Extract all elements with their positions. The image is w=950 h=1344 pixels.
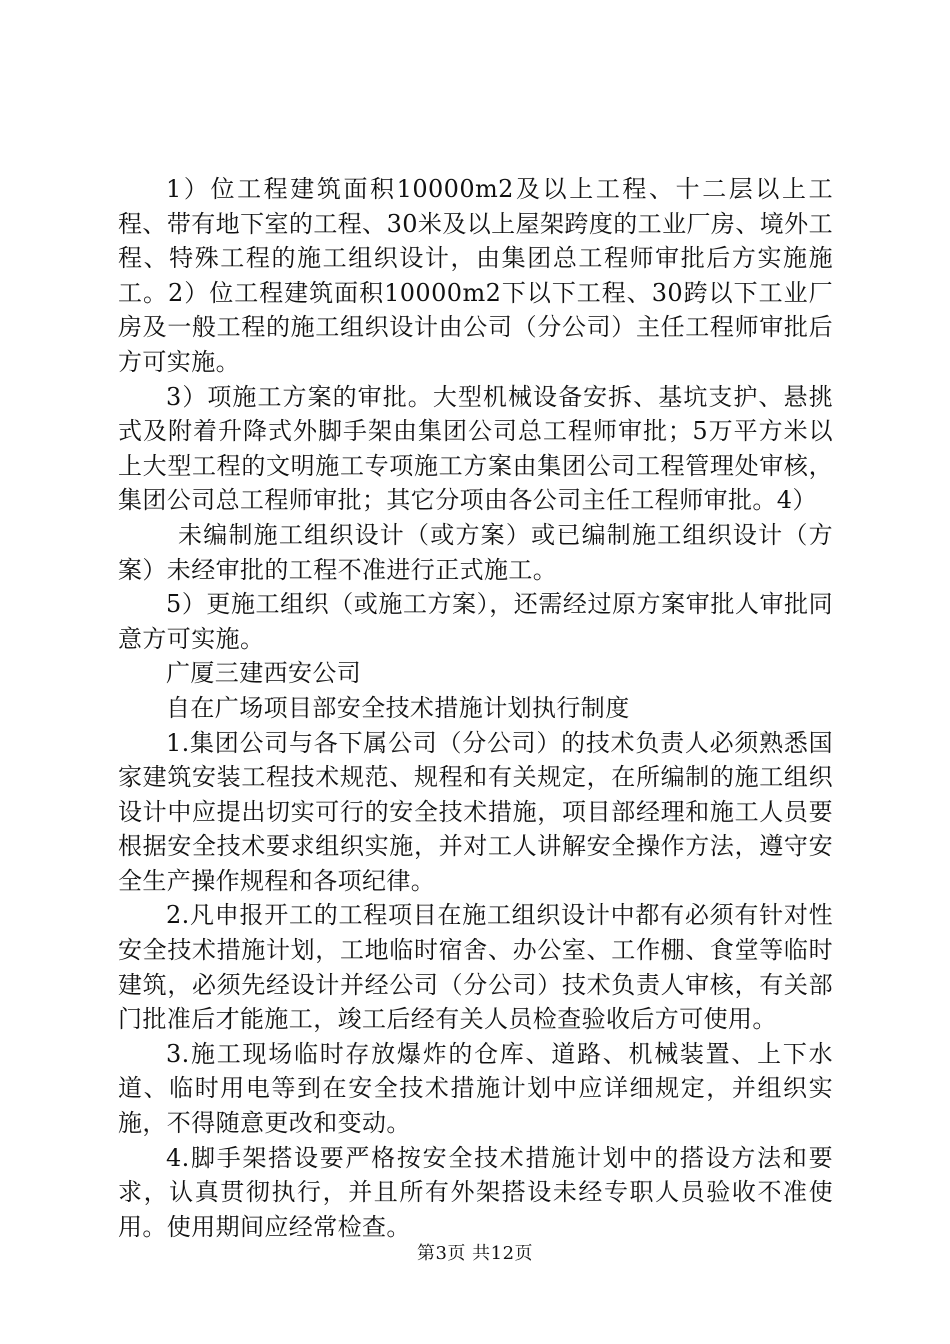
rule-item-2: 2.凡申报开工的工程项目在施工组织设计中都有必须有针对性安全技术措施计划，工地临时宿舍、办公室、工作棚、食堂等临时建筑，必须先经设计并经公司（分公司）技术负责人审核，有关部门批准后才能施工，竣工后经有关人员检查验收后方可使用。 bbox=[118, 901, 833, 1034]
paragraph-approval-3: 3）项施工方案的审批。大型机械设备安拆、基坑支护、悬挑式及附着升降式外脚手架由集团公司总工程师审批；5万平方米以上大型工程的文明施工专项施工方案由集团公司工程管理处审核，集团公司总工程师审批；其它分项由各公司主任工程师审批。4） bbox=[118, 382, 833, 515]
paragraph-no-approval: 未编制施工组织设计（或方案）或已编制施工组织设计（方案）未经审批的工程不准进行正式施工。 bbox=[118, 520, 833, 584]
company-name: 广厦三建西安公司 bbox=[166, 659, 362, 688]
document-body bbox=[118, 172, 833, 1244]
paragraph-approval-5: 5）更施工组织（或施工方案），还需经过原方案审批人审批同意方可实施。 bbox=[118, 590, 833, 653]
rule-item-4: 4.脚手架搭设要严格按安全技术措施计划中的搭设方法和要求，认真贯彻执行，并且所有外架搭设未经专职人员验收不准使用。使用期间应经常检查。 bbox=[118, 1143, 833, 1241]
paragraph-approval-1-2: 1）位工程建筑面积10000m2及以上工程、十二层以上工程、带有地下室的工程、30米及以上屋架跨度的工业厂房、境外工程、特殊工程的施工组织设计，由集团总工程师审批后方实施施工。2）位工程建筑面积10000m2下以下工程、30跨以下工业厂房及一般工程的施工组织设计由公司（分公司）主任工程师审批后方可实施。 bbox=[118, 175, 833, 376]
rule-item-1: 1.集团公司与各下属公司（分公司）的技术负责人必须熟悉国家建筑安装工程技术规范、规程和有关规定，在所编制的施工组织设计中应提出切实可行的安全技术措施，项目部经理和施工人员要根据安全技术要求组织实施，并对工人讲解安全操作方法，遵守安全生产操作规程和各项纪律。 bbox=[118, 728, 833, 895]
rule-item-3: 3.施工现场临时存放爆炸的仓库、道路、机械装置、上下水道、临时用电等到在安全技术措施计划中应详细规定，并组织实施，不得随意更改和变动。 bbox=[118, 1039, 833, 1138]
section-title: 自在广场项目部安全技术措施计划执行制度 bbox=[166, 693, 630, 722]
page-number-footer: 第3页 共12页 bbox=[416, 1243, 534, 1264]
